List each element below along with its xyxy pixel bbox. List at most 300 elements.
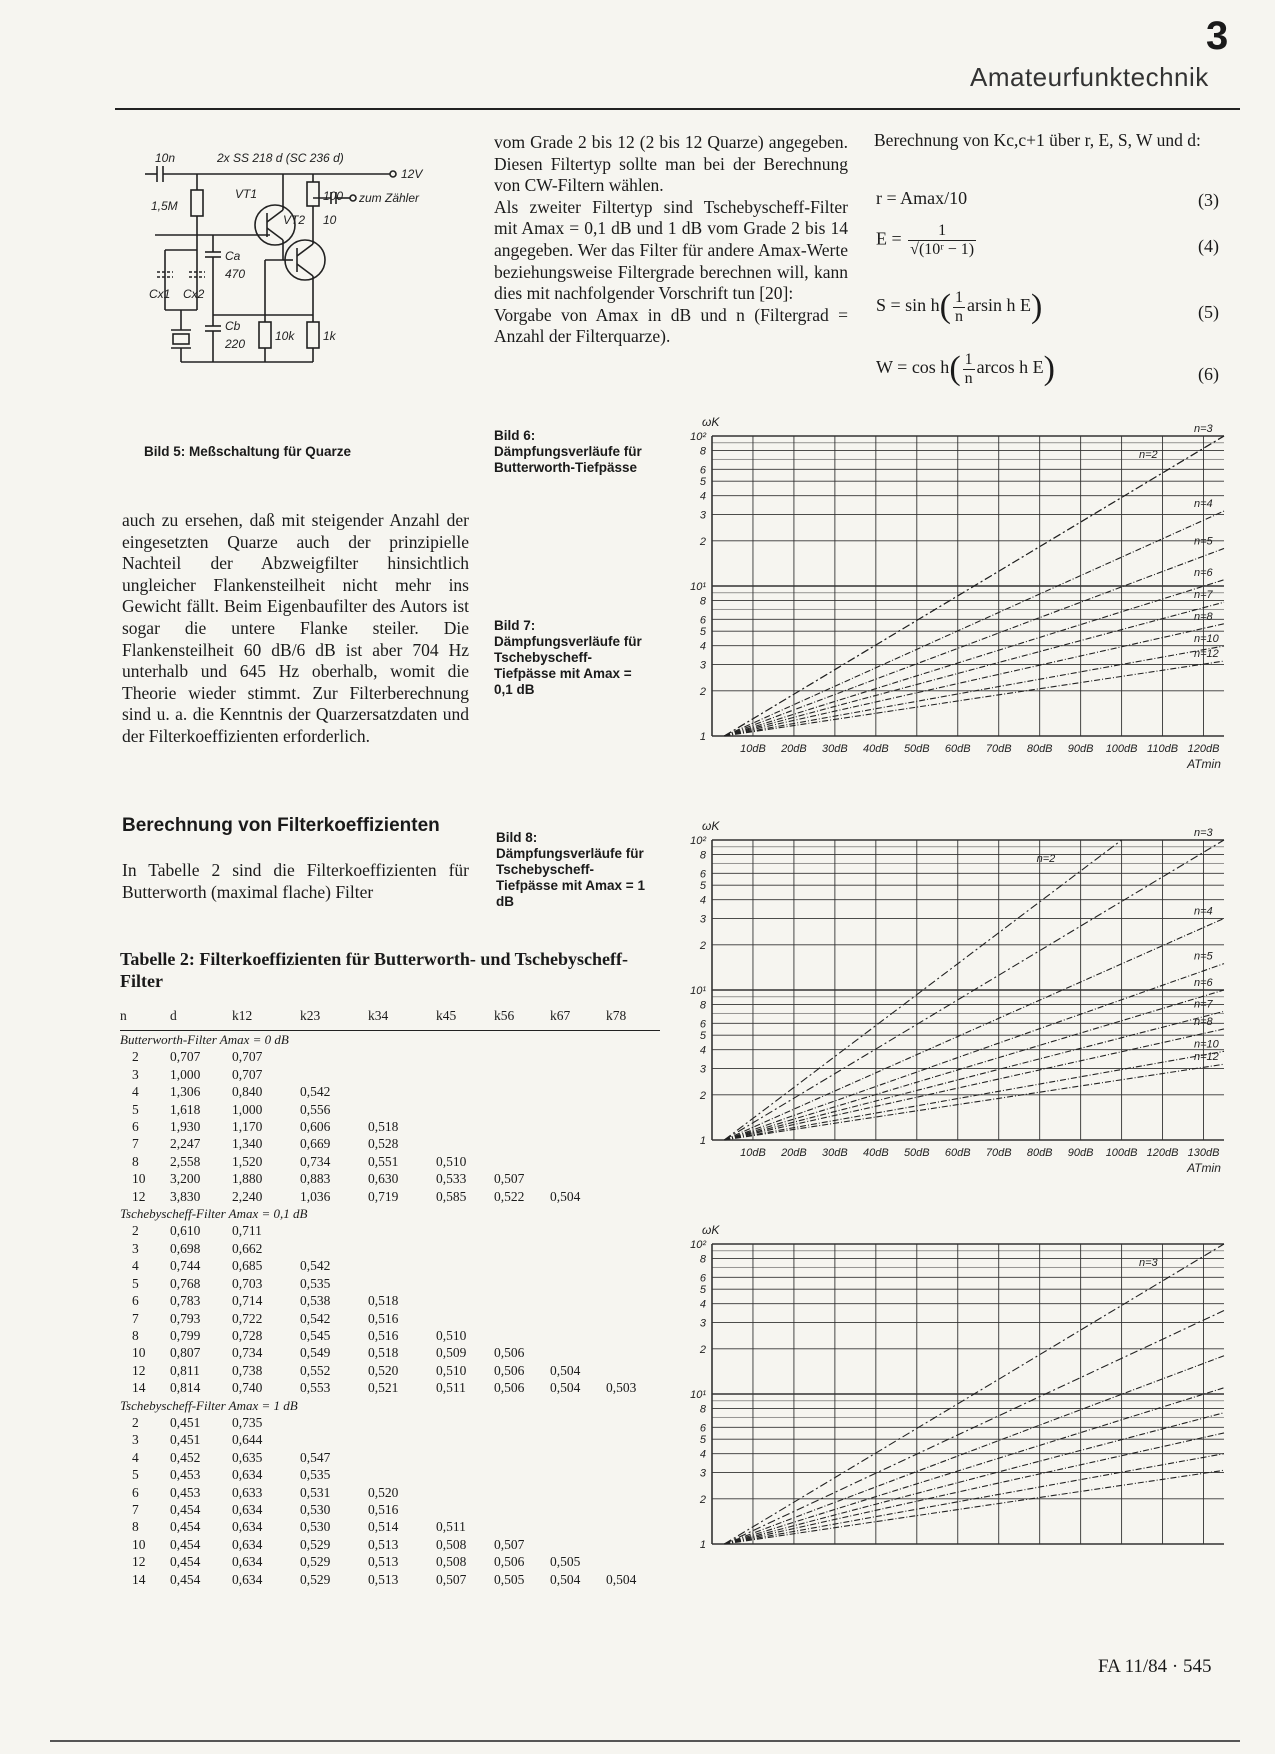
- series-label: n=10: [1194, 633, 1219, 646]
- table-cell: 0,535: [300, 1275, 331, 1291]
- table-cell: 0,549: [300, 1345, 331, 1361]
- table-cell: [494, 1518, 550, 1535]
- table-cell: [436, 1048, 494, 1065]
- x-tick-label: 80dB: [1026, 1147, 1053, 1159]
- section-heading: Berechnung von Filterkoeffizienten: [122, 815, 440, 836]
- table-cell: [436, 1101, 494, 1118]
- table-cell: [550, 1431, 606, 1448]
- table-cell: 3,200: [170, 1171, 201, 1187]
- table-cell: 0,542: [300, 1310, 331, 1326]
- table-cell: 0,505: [494, 1571, 525, 1587]
- table-row: [120, 1344, 660, 1361]
- series-label: n=6: [1194, 977, 1213, 989]
- series-line: [724, 1356, 1224, 1544]
- table-cell: [436, 1414, 494, 1431]
- y-tick-label: 6: [699, 614, 706, 627]
- table-cell: 0,553: [300, 1380, 331, 1396]
- table-row: [120, 1275, 660, 1292]
- table-cell: 0,530: [300, 1519, 331, 1535]
- table-cell: 0,518: [368, 1119, 399, 1135]
- table-cell: [368, 1275, 436, 1292]
- y-tick-label: 8: [699, 595, 706, 608]
- table-cell: [436, 1484, 494, 1501]
- table-header-cell: d: [170, 1000, 232, 1031]
- table-cell: 0,728: [232, 1327, 263, 1343]
- table-cell: [606, 1292, 660, 1309]
- table-cell: 0,707: [232, 1049, 263, 1065]
- table-cell: [368, 1101, 436, 1118]
- table-cell: 0,507: [436, 1571, 467, 1587]
- table-cell: 0,634: [232, 1571, 263, 1587]
- table-cell: [494, 1257, 550, 1274]
- table-cell: 0,453: [170, 1484, 201, 1500]
- table-cell: 0,454: [170, 1501, 201, 1517]
- x-tick-label: 50dB: [903, 1147, 930, 1159]
- table-cell: [550, 1275, 606, 1292]
- series-line: [724, 511, 1224, 736]
- series-label: n=2: [1036, 853, 1056, 865]
- table-row: [120, 1170, 660, 1187]
- table-cell: 0,506: [494, 1362, 525, 1378]
- table-row: [120, 1222, 660, 1239]
- table-cell: 0,452: [170, 1449, 201, 1465]
- series-line: [724, 1388, 1224, 1544]
- col2-paragraph-2: Als zweiter Filtertyp sind Tschebyscheff-Filter mit Amax = 0,1 dB und 1 dB vom Grade 2 bis 14 angegeben. Wer das Filter für andere Amax-Werte beziehungsweise Filtergrade berechnen will, kann dies mit nachfolgender Vorschrift tun [20]:: [494, 196, 848, 304]
- y-tick-label: 1: [699, 1539, 706, 1551]
- table-cell: [550, 1066, 606, 1083]
- table-cell: 0,507: [494, 1536, 525, 1552]
- table-cell: 0,538: [300, 1293, 331, 1309]
- y-tick-label: 3: [699, 1317, 706, 1330]
- table-cell: 0,529: [300, 1571, 331, 1587]
- table-cell: [550, 1135, 606, 1152]
- table-cell: [300, 1431, 368, 1448]
- x-tick-label: 80dB: [1026, 743, 1053, 755]
- top-divider: [115, 108, 1240, 110]
- table-cell: 0,529: [300, 1554, 331, 1570]
- y-tick-label: 10²: [690, 835, 706, 847]
- table-cell: [494, 1083, 550, 1100]
- table-cell: 0,807: [170, 1345, 201, 1361]
- x-tick-label: 10dB: [740, 1147, 766, 1159]
- x-tick-label: 30dB: [822, 1147, 848, 1159]
- table-cell: 0,719: [368, 1188, 399, 1204]
- y-tick-label: 10²: [690, 431, 706, 443]
- table-cell: 0,738: [232, 1362, 263, 1378]
- table-cell: 0,707: [232, 1066, 263, 1082]
- table-cell: 0,735: [232, 1414, 263, 1430]
- table-cell: [494, 1484, 550, 1501]
- table-cell: [436, 1275, 494, 1292]
- table-cell: [494, 1327, 550, 1344]
- section-title: Amateurfunktechnik: [970, 62, 1209, 92]
- table-cell: 0,793: [170, 1310, 201, 1326]
- table-cell: 0,634: [232, 1536, 263, 1552]
- table-cell: 0,453: [170, 1467, 201, 1483]
- series-label: n=3: [1139, 1257, 1158, 1269]
- table-row: [120, 1257, 660, 1274]
- equation-6-number: (6): [1198, 364, 1219, 384]
- table-cell: [550, 1344, 606, 1361]
- label-cap-in: 10n: [155, 151, 176, 165]
- series-label: n=2: [1139, 449, 1158, 461]
- series-label: n=12: [1194, 1051, 1219, 1064]
- table-cell: [368, 1048, 436, 1065]
- table-cell: 1,340: [232, 1136, 263, 1152]
- y-tick-label: 5: [699, 1434, 706, 1447]
- table-cell: 14: [132, 1571, 146, 1587]
- table-cell: 0,454: [170, 1554, 201, 1570]
- table-cell: [436, 1118, 494, 1135]
- series-label: n=7: [1194, 998, 1213, 1011]
- table-cell: 0,509: [436, 1345, 467, 1361]
- table-cell: 0,513: [368, 1571, 399, 1587]
- table-cell: 0,454: [170, 1519, 201, 1535]
- table-cell: 8: [132, 1153, 139, 1169]
- table-cell: 0,634: [232, 1467, 263, 1483]
- table-cell: 8: [132, 1327, 139, 1343]
- table-row: [120, 1431, 660, 1448]
- label-cb-val: 220: [225, 337, 246, 351]
- series-line: [724, 918, 1224, 1140]
- table-cell: 0,516: [368, 1501, 399, 1517]
- table-cell: [550, 1222, 606, 1239]
- table-cell: [606, 1153, 660, 1170]
- table-cell: 0,814: [170, 1380, 201, 1396]
- series-line: [724, 1470, 1224, 1544]
- y-tick-label: 6: [699, 464, 706, 477]
- x-tick-label: 50dB: [903, 743, 930, 755]
- table-cell: 0,883: [300, 1171, 331, 1187]
- table-cell: 0,514: [368, 1519, 399, 1535]
- table-cell: 4: [132, 1449, 139, 1465]
- series-line: [724, 624, 1224, 736]
- equation-4: [876, 222, 978, 259]
- table-cell: 0,516: [368, 1327, 399, 1343]
- table-cell: 0,503: [606, 1380, 637, 1396]
- table-cell: 14: [132, 1380, 146, 1396]
- table-cell: [494, 1310, 550, 1327]
- circuit-diagram: [135, 140, 455, 405]
- table-cell: 3: [132, 1240, 139, 1256]
- table-cell: [550, 1449, 606, 1466]
- table-cell: 0,610: [170, 1223, 201, 1239]
- table-cell: 0,511: [436, 1380, 466, 1396]
- table-cell: 0,454: [170, 1536, 201, 1552]
- table-cell: 0,529: [300, 1536, 331, 1552]
- table-cell: 0,510: [436, 1327, 467, 1343]
- bild8-caption: Bild 8: Dämpfungsverläufe für Tschebyscheff-Tiefpässe mit Amax = 1 dB: [496, 830, 645, 909]
- table-cell: 0,722: [232, 1310, 263, 1326]
- table-cell: [494, 1449, 550, 1466]
- table-row: [120, 1536, 660, 1553]
- table-cell: [436, 1501, 494, 1518]
- table-title: Tabelle 2: Filterkoeffizienten für Butterworth- und Tschebyscheff-Filter: [120, 949, 628, 991]
- table-row: [120, 1188, 660, 1205]
- bild5-caption: Bild 5: Meßschaltung für Quarze: [144, 444, 352, 459]
- equation-5-den: n: [955, 307, 963, 325]
- table-group-label: Tschebyscheff-Filter Amax = 1 dB: [120, 1397, 298, 1413]
- table-cell: 0,513: [368, 1536, 399, 1552]
- table-cell: [494, 1101, 550, 1118]
- table-cell: 0,551: [368, 1153, 399, 1169]
- table-cell: 0,451: [170, 1432, 201, 1448]
- x-tick-label: 60dB: [944, 743, 971, 755]
- chart-grid: [712, 436, 1224, 736]
- table-cell: 0,518: [368, 1345, 399, 1361]
- table-cell: 0,734: [232, 1345, 263, 1361]
- table-cell: 0,506: [494, 1554, 525, 1570]
- table-row: [120, 1466, 660, 1483]
- bild6-caption: Bild 6: Dämpfungsverläufe für Butterworth-Tiefpässe: [494, 428, 642, 475]
- table-cell: 6: [132, 1119, 139, 1135]
- equation-6-den: n: [964, 369, 973, 387]
- table-row: [120, 1101, 660, 1118]
- table-cell: 0,547: [300, 1449, 331, 1465]
- x-tick-label: 110dB: [1147, 743, 1179, 755]
- x-tick-label: 10dB: [740, 743, 766, 755]
- x-tick-label: 120dB: [1187, 743, 1220, 755]
- table-cell: [436, 1431, 494, 1448]
- equation-4-den: √(10ʳ − 1): [910, 241, 975, 258]
- label-rbias: 1,5M: [151, 199, 178, 213]
- table-cell: 0,556: [300, 1101, 331, 1117]
- table-cell: 0,552: [300, 1362, 331, 1378]
- table-cell: 0,634: [232, 1501, 263, 1517]
- y-tick-label: 10¹: [690, 1389, 706, 1401]
- table-cell: [550, 1501, 606, 1518]
- table-row: [120, 1571, 660, 1588]
- y-tick-label: 8: [699, 445, 706, 458]
- table-cell: [606, 1048, 660, 1065]
- table-group-label: Butterworth-Filter Amax = 0 dB: [120, 1032, 289, 1047]
- table-cell: 12: [132, 1554, 146, 1570]
- table-cell: 0,740: [232, 1380, 263, 1396]
- table-cell: 0,542: [300, 1258, 331, 1274]
- table-cell: 1,170: [232, 1119, 263, 1135]
- y-tick-label: 4: [699, 1298, 706, 1311]
- table-cell: [368, 1222, 436, 1239]
- table-cell: 2: [132, 1223, 139, 1239]
- coefficient-table-wrap: [120, 1000, 660, 1588]
- page-marker: 3: [1206, 14, 1229, 58]
- x-tick-label: 60dB: [944, 1147, 971, 1159]
- y-tick-label: 6: [699, 1422, 706, 1435]
- table-cell: 0,535: [300, 1467, 331, 1483]
- table-cell: [436, 1310, 494, 1327]
- table-row: [120, 1501, 660, 1518]
- equation-5-rhs: arsin h E: [967, 295, 1031, 316]
- table-cell: [368, 1414, 436, 1431]
- bild7-caption: Bild 7: Dämpfungsverläufe für Tschebyscheff-Tiefpässe mit Amax = 0,1 dB: [494, 618, 642, 697]
- table-cell: 0,734: [300, 1153, 331, 1169]
- table-cell: 5: [132, 1101, 139, 1117]
- table-cell: 0,506: [494, 1380, 525, 1396]
- series-label: n=10: [1194, 1038, 1219, 1051]
- y-tick-label: 5: [699, 880, 706, 893]
- label-transistors: 2x SS 218 d (SC 236 d): [217, 151, 344, 165]
- table-header-cell: k12: [232, 1000, 300, 1031]
- series-label: n=3: [1194, 423, 1213, 435]
- table-row: [120, 1449, 660, 1466]
- y-tick-label: 5: [699, 626, 706, 639]
- y-tick-label: 4: [699, 894, 706, 907]
- series-label: n=8: [1194, 610, 1213, 623]
- x-tick-label: 20dB: [781, 743, 807, 755]
- table-cell: [494, 1066, 550, 1083]
- x-tick-label: 40dB: [862, 743, 889, 755]
- table-cell: [436, 1449, 494, 1466]
- series-label: n=5: [1194, 535, 1213, 548]
- equation-6: W = cos h( $\frac{1}{n}$ arcos h E): [876, 350, 1055, 387]
- table-cell: 0,542: [300, 1084, 331, 1100]
- label-cout: 10: [323, 213, 337, 227]
- table-cell: 0,531: [300, 1484, 331, 1500]
- table-cell: [494, 1292, 550, 1309]
- table-cell: 0,662: [232, 1240, 263, 1256]
- y-tick-label: 8: [699, 1403, 706, 1416]
- table-cell: 2,247: [170, 1136, 201, 1152]
- label-r10k: 10k: [275, 329, 295, 343]
- table-cell: 4: [132, 1084, 139, 1100]
- table-cell: [606, 1518, 660, 1535]
- table-cell: [494, 1118, 550, 1135]
- left-paragraph-1: auch zu ersehen, daß mit steigender Anzahl der eingesetzten Quarze auch der prinzipielle Nachteil der Abzweigfilter hinsichtlich ungleicher Flankensteilheit nicht mehr ins Gewicht fällt. Beim Eigenbaufilter des Autors ist sogar die untere Flanke steiler. Die Flankensteilheit 60 dB/6 dB ist aber 704 Hz unterhalb und 645 Hz oberhalb, womit die Theorie wieder stimmt. Zur Filterberechnung sind u. a. die Kenntnis der Quarzersatzdaten und der Filterkoeffizienten erforderlich.: [122, 510, 469, 746]
- table-cell: [494, 1275, 550, 1292]
- table-cell: 0,504: [550, 1380, 581, 1396]
- table-header-cell: k45: [436, 1000, 494, 1031]
- table-cell: [436, 1292, 494, 1309]
- equation-5-lhs: S = sin h: [876, 295, 940, 316]
- table-cell: 0,840: [232, 1084, 263, 1100]
- table-cell: 10: [132, 1345, 146, 1361]
- table-cell: 0,454: [170, 1571, 201, 1587]
- table-cell: [494, 1501, 550, 1518]
- table-cell: 7: [132, 1501, 139, 1517]
- table-cell: 1,000: [170, 1066, 201, 1082]
- table-cell: 10: [132, 1171, 146, 1187]
- x-tick-label: 100dB: [1105, 743, 1138, 755]
- table-cell: 0,533: [436, 1171, 467, 1187]
- table-cell: 3,830: [170, 1188, 201, 1204]
- chart-bild7: [690, 819, 1240, 1230]
- label-r1k: 1k: [323, 329, 336, 343]
- y-axis-label: ωK: [702, 415, 720, 429]
- equation-5: S = sin h( $\frac{1}{n}$ arsin h E): [876, 288, 1043, 325]
- table-cell: [606, 1170, 660, 1187]
- col2-paragraph-3: Vorgabe von Amax in dB und n (Filtergrad = Anzahl der Filterquarze).: [494, 304, 848, 347]
- label-supply: 12V: [401, 167, 423, 181]
- table-row: [120, 1484, 660, 1501]
- table-cell: 0,521: [368, 1380, 399, 1396]
- series-label: n=6: [1194, 566, 1213, 579]
- table-header-cell: k78: [606, 1000, 660, 1031]
- table-cell: 0,528: [368, 1136, 399, 1152]
- table-header-cell: k56: [494, 1000, 550, 1031]
- y-tick-label: 6: [699, 1272, 706, 1285]
- table-cell: 0,685: [232, 1258, 263, 1274]
- table-cell: 0,516: [368, 1310, 399, 1326]
- table-cell: 0,711: [232, 1223, 262, 1239]
- table-cell: 0,744: [170, 1258, 201, 1274]
- table-cell: [368, 1066, 436, 1083]
- equation-3-number: (3): [1198, 190, 1219, 210]
- table-cell: [606, 1188, 660, 1205]
- table-cell: 0,511: [436, 1519, 466, 1535]
- table-cell: [550, 1153, 606, 1170]
- table-cell: [550, 1327, 606, 1344]
- table-cell: [606, 1327, 660, 1344]
- table-cell: [368, 1257, 436, 1274]
- table-cell: [494, 1048, 550, 1065]
- table-cell: 0,505: [550, 1554, 581, 1570]
- label-vt1: VT1: [235, 187, 258, 201]
- table-cell: [550, 1292, 606, 1309]
- table-cell: 4: [132, 1258, 139, 1274]
- table-cell: 0,507: [494, 1171, 525, 1187]
- table-cell: 0,768: [170, 1275, 201, 1291]
- y-tick-label: 4: [699, 1044, 706, 1057]
- equation-5-number: (5): [1198, 302, 1219, 322]
- table-cell: 0,530: [300, 1501, 331, 1517]
- series-label: n=4: [1194, 498, 1213, 511]
- table-cell: 0,545: [300, 1327, 331, 1343]
- table-cell: 0,811: [170, 1362, 200, 1378]
- table-cell: 12: [132, 1362, 146, 1378]
- table-cell: [436, 1240, 494, 1257]
- table-cell: [550, 1240, 606, 1257]
- table-cell: 0,520: [368, 1362, 399, 1378]
- y-tick-label: 6: [699, 1018, 706, 1031]
- table-cell: 10: [132, 1536, 146, 1552]
- table-cell: [606, 1501, 660, 1518]
- label-cx1: Cx1: [149, 287, 171, 301]
- table-row: [120, 1292, 660, 1309]
- table-row: [120, 1362, 660, 1379]
- table-cell: 1,000: [232, 1101, 263, 1117]
- y-tick-label: 2: [699, 1089, 706, 1102]
- table-cell: 0,703: [232, 1275, 263, 1291]
- y-tick-label: 1: [699, 731, 706, 743]
- table-cell: [494, 1414, 550, 1431]
- chart-bild6: [690, 415, 1240, 826]
- col2-paragraph-1: vom Grade 2 bis 12 (2 bis 12 Quarze) angegeben. Diesen Filtertyp sollte man bei der Berechnung von CW-Filtern wählen.: [494, 132, 848, 196]
- table-cell: [300, 1414, 368, 1431]
- table-header-cell: k23: [300, 1000, 368, 1031]
- equation-5-num: 1: [955, 288, 963, 306]
- table-row: [120, 1310, 660, 1327]
- table-cell: [494, 1240, 550, 1257]
- table-cell: 0,508: [436, 1536, 467, 1552]
- series-label: n=4: [1194, 905, 1213, 918]
- table-row: [120, 1048, 660, 1065]
- y-tick-label: 2: [699, 939, 706, 952]
- table-row: [120, 1083, 660, 1100]
- label-ca-val: 470: [225, 267, 246, 281]
- table-cell: 0,669: [300, 1136, 331, 1152]
- series-line: [724, 1051, 1224, 1140]
- table-cell: 3: [132, 1066, 139, 1082]
- y-axis-label: ωK: [702, 1223, 720, 1237]
- series-line: [724, 602, 1224, 736]
- table-cell: [606, 1553, 660, 1570]
- table-cell: [606, 1257, 660, 1274]
- table-cell: [436, 1135, 494, 1152]
- series-line: [724, 661, 1224, 736]
- y-tick-label: 8: [699, 1253, 706, 1266]
- y-tick-label: 2: [699, 1343, 706, 1356]
- table-cell: 6: [132, 1293, 139, 1309]
